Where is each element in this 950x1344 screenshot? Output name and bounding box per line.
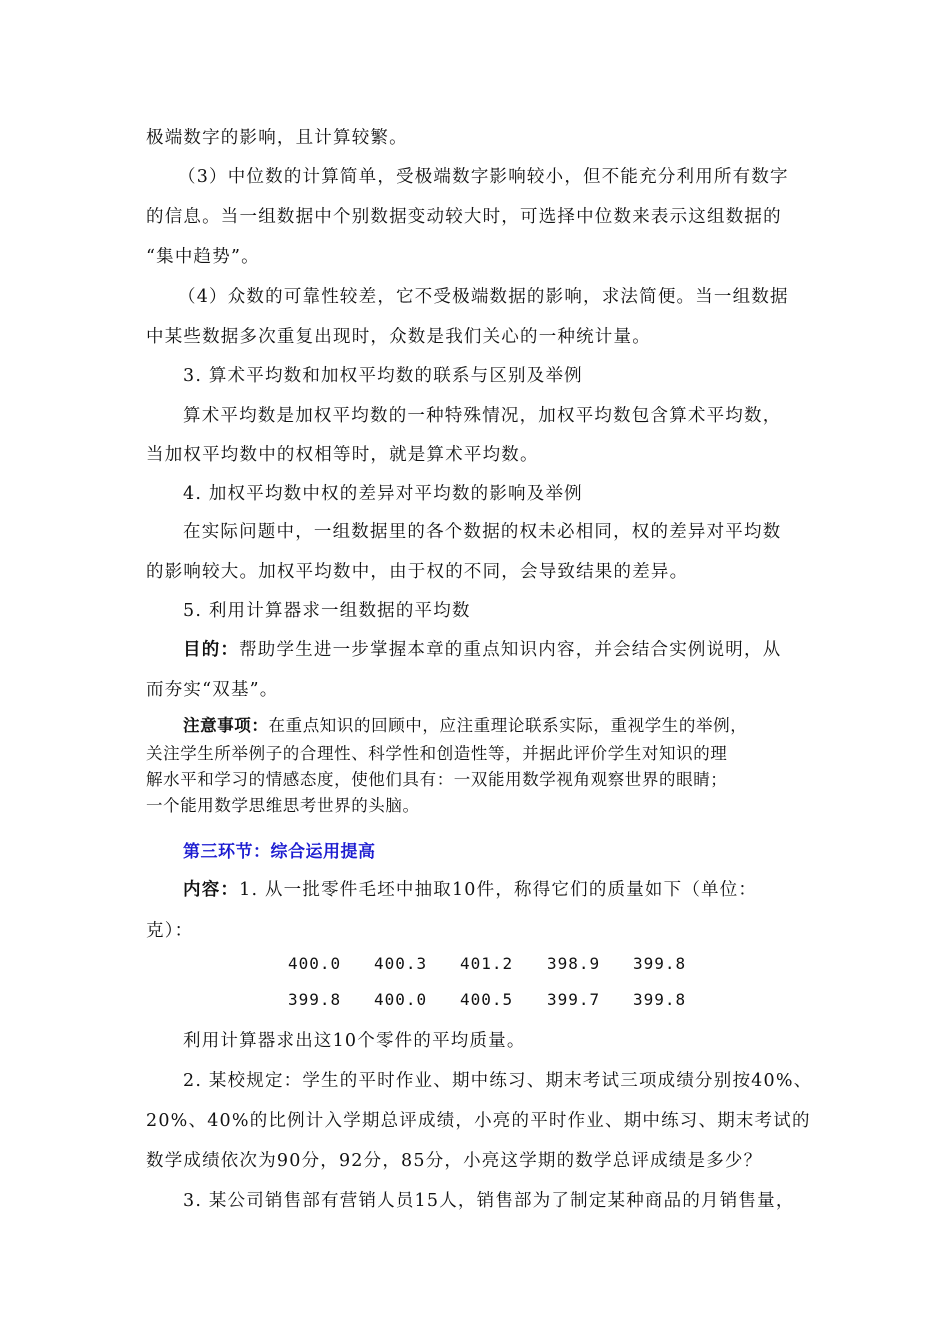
text-line: 克）： <box>146 921 194 941</box>
text-line: 数学成绩依次为90分，92分，85分，小亮这学期的数学总评成绩是多少？ <box>146 1151 763 1171</box>
data-value: 400.0 <box>374 990 428 1009</box>
data-value: 399.8 <box>633 954 687 973</box>
text-line: （3）中位数的计算简单，受极端数字影响较小，但不能充分利用所有数字 <box>178 167 789 187</box>
section-title: 第三环节：综合运用提高 <box>183 842 376 862</box>
purpose-text: 帮助学生进一步掌握本章的重点知识内容，并会结合实例说明，从 <box>239 640 782 660</box>
text-line: （4）众数的可靠性较差，它不受极端数据的影响，求法简便。当一组数据 <box>178 287 789 307</box>
text-line: 算术平均数是加权平均数的一种特殊情况，加权平均数包含算术平均数， <box>183 406 782 426</box>
text-line: 在实际问题中，一组数据里的各个数据的权未必相同，权的差异对平均数 <box>183 522 782 542</box>
text-line: “集中趋势”。 <box>146 247 260 267</box>
question-1: 1. 从一批零件毛坯中抽取10件，称得它们的质量如下（单位： <box>239 880 758 900</box>
text-line: 的信息。当一组数据中个别数据变动较大时，可选择中位数来表示这组数据的 <box>146 207 782 227</box>
text-line: 解水平和学习的情感态度，使他们具有：一双能用数学视角观察世界的眼睛； <box>146 770 728 789</box>
content-label: 内容： <box>183 880 240 900</box>
text-line: 当加权平均数中的权相等时，就是算术平均数。 <box>146 445 539 465</box>
notes-label: 注意事项： <box>183 716 269 735</box>
text-line: 20%、40%的比例计入学期总评成绩，小亮的平时作业、期中练习、期末考试的 <box>146 1111 811 1131</box>
content-line <box>183 876 757 901</box>
purpose-line <box>183 636 781 661</box>
purpose-label: 目的： <box>183 640 240 660</box>
notes-text: 在重点知识的回顾中，应注重理论联系实际，重视学生的举例， <box>268 716 748 735</box>
data-value: 399.8 <box>633 990 687 1009</box>
data-value: 400.5 <box>460 990 514 1009</box>
text-line: 利用计算器求出这10个零件的平均质量。 <box>183 1031 526 1051</box>
data-value: 400.0 <box>288 954 342 973</box>
text-line: 而夯实“双基”。 <box>146 680 279 700</box>
data-value: 401.2 <box>460 954 514 973</box>
text-line: 的影响较大。加权平均数中，由于权的不同，会导致结果的差异。 <box>146 562 689 582</box>
data-value: 399.8 <box>288 990 342 1009</box>
heading-5: 5. 利用计算器求一组数据的平均数 <box>183 601 471 621</box>
heading-4: 4. 加权平均数中权的差异对平均数的影响及举例 <box>183 484 583 504</box>
question-3: 3. 某公司销售部有营销人员15人，销售部为了制定某种商品的月销售量， <box>183 1191 795 1211</box>
data-value: 399.7 <box>547 990 601 1009</box>
question-2: 2. 某校规定：学生的平时作业、期中练习、期末考试三项成绩分别按40%、 <box>183 1071 813 1091</box>
text-line: 一个能用数学思维思考世界的头脑。 <box>146 796 420 815</box>
notes-line <box>183 712 747 736</box>
text-line: 关注学生所举例子的合理性、科学性和创造性等，并据此评价学生对知识的理 <box>146 744 728 763</box>
data-value: 400.3 <box>374 954 428 973</box>
heading-3: 3. 算术平均数和加权平均数的联系与区别及举例 <box>183 366 583 386</box>
text-line: 中某些数据多次重复出现时，众数是我们关心的一种统计量。 <box>146 327 651 347</box>
data-value: 398.9 <box>547 954 601 973</box>
text-line: 极端数字的影响，且计算较繁。 <box>146 128 408 148</box>
